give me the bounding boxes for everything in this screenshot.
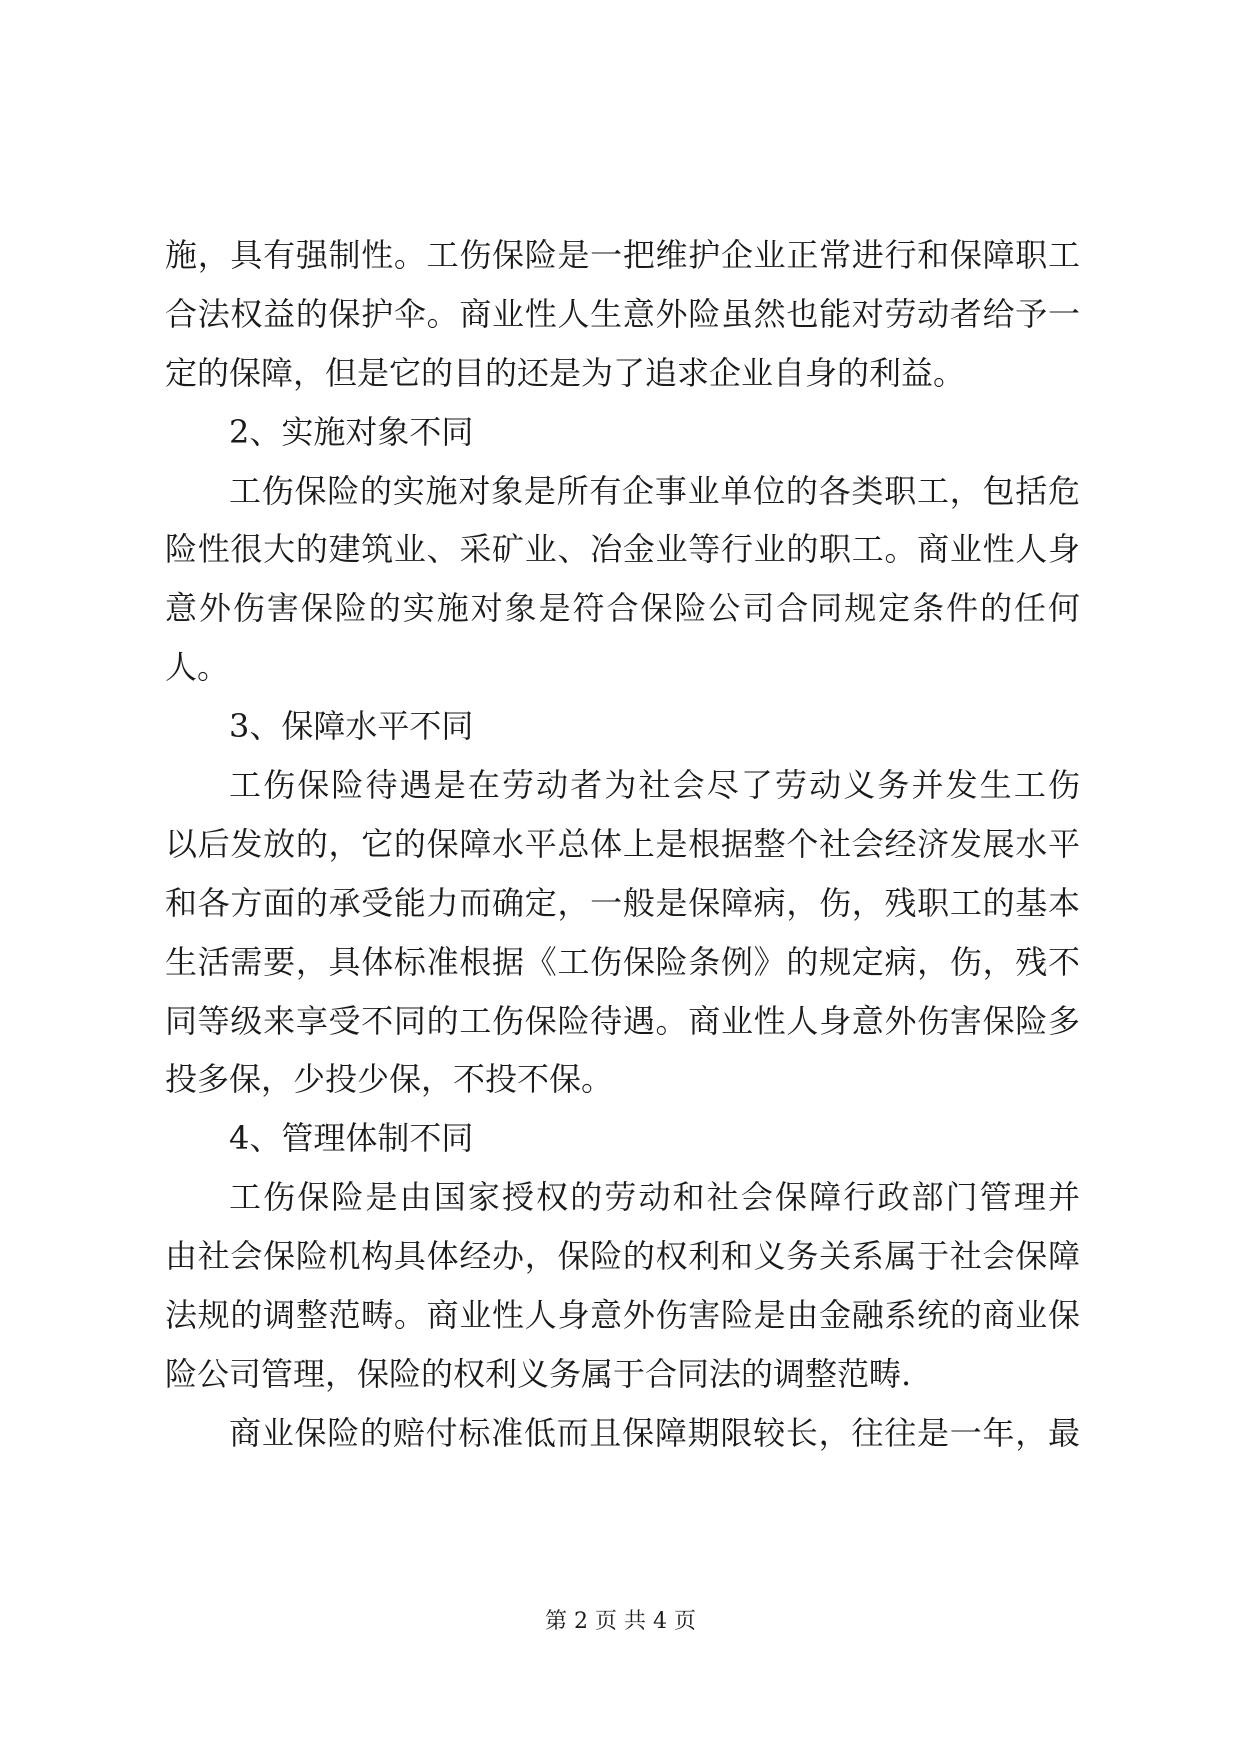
document-body: [165, 226, 1080, 1463]
text-line: 投多保，少投少保，不投不保。: [165, 1060, 614, 1099]
text-line: 险性很大的建筑业、采矿业、冶金业等行业的职工。商业性人身: [165, 530, 1080, 569]
text-line: 合法权益的保护伞。商业性人生意外险虽然也能对劳动者给予一: [165, 294, 1080, 333]
text-line: 工伤保险是由国家授权的劳动和社会保障行政部门管理并: [229, 1178, 1080, 1217]
text-line: 工伤保险的实施对象是所有企事业单位的各类职工，包括危: [229, 471, 1080, 510]
section-heading: 3、保障水平不同: [229, 707, 474, 746]
section-heading: 4、管理体制不同: [229, 1119, 474, 1158]
text-line: 由社会保险机构具体经办，保险的权利和义务关系属于社会保障: [165, 1237, 1080, 1276]
text-line: 商业保险的赔付标准低而且保障期限较长，往往是一年，最: [229, 1413, 1080, 1452]
text-line: 以后发放的，它的保障水平总体上是根据整个社会经济发展水平: [165, 824, 1080, 863]
text-line: 工伤保险待遇是在劳动者为社会尽了劳动义务并发生工伤: [229, 766, 1080, 805]
text-line: 施，具有强制性。工伤保险是一把维护企业正常进行和保障职工: [165, 236, 1080, 274]
text-line: 险公司管理，保险的权利义务属于合同法的调整范畴.: [165, 1354, 912, 1393]
text-line: 同等级来享受不同的工伤保险待遇。商业性人身意外伤害保险多: [165, 1001, 1080, 1040]
section-heading: 2、实施对象不同: [229, 412, 474, 451]
text-line: 人。: [165, 648, 230, 687]
text-line: 定的保障，但是它的目的还是为了追求企业自身的利益。: [165, 353, 966, 392]
text-line: 意外伤害保险的实施对象是符合保险公司合同规定条件的任何: [165, 589, 1080, 628]
text-line: 和各方面的承受能力而确定，一般是保障病，伤，残职工的基本: [165, 883, 1080, 922]
page-footer: 第 2 页 共 4 页: [545, 1609, 696, 1634]
text-line: 法规的调整范畴。商业性人身意外伤害险是由金融系统的商业保: [165, 1296, 1080, 1335]
text-line: 生活需要，具体标准根据《工伤保险条例》的规定病，伤，残不: [165, 942, 1080, 981]
